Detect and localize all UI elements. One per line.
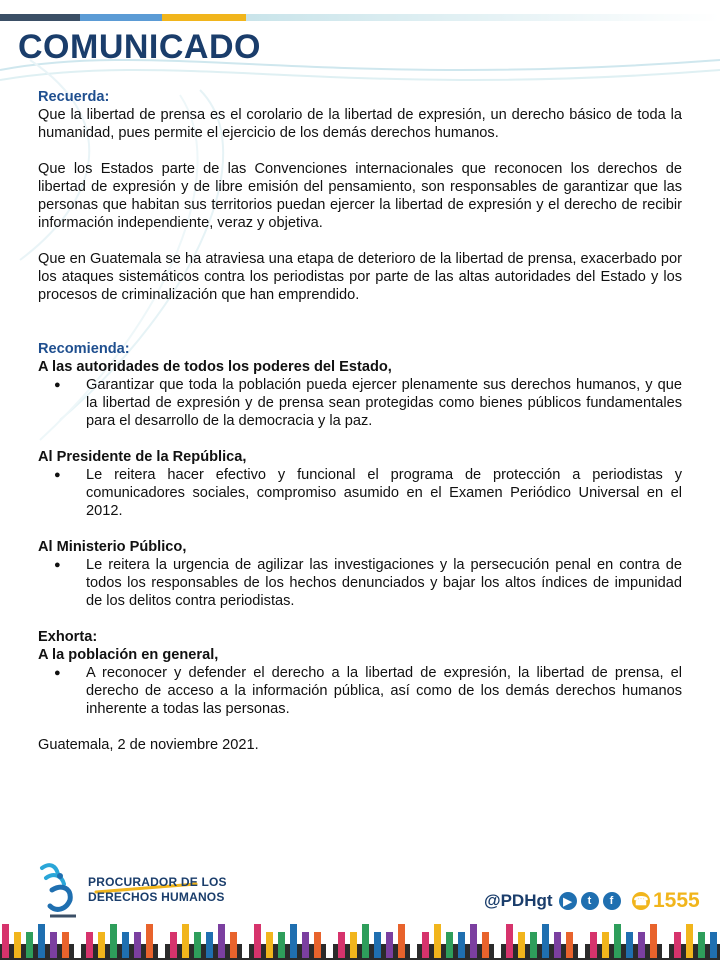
list-item: ● Le reitera la urgencia de agilizar las investigaciones y la persecución penal en contra de todos los responsables de los hechos denunciados y bajar los altos índices de impunidad de los delitos contra periodistas.	[38, 556, 682, 610]
exhorta-list	[38, 664, 682, 718]
recuerda-paragraph: Que los Estados parte de las Convenciones internacionales que reconocen los derechos de libertad de expresión y de libre emisión del pensamiento, son responsables de garantizar que las personas que habitan sus territorios puedan ejercer la libertad de expresión y el derecho de recibir información independiente, veraz y objetiva.	[38, 161, 682, 231]
phone-contact[interactable]	[632, 889, 700, 913]
list-item: ● Garantizar que toda la población pueda ejercer plenamente sus derechos humanos, y que la libertad de expresión y de prensa sean protegidas como bienes públicos fundamentales para el desarrollo de la democracia y la paz.	[38, 376, 682, 430]
logo-text	[88, 875, 227, 905]
recommendation-list	[38, 556, 682, 610]
twitter-icon[interactable]: t	[581, 892, 599, 910]
recomienda-heading: Recomienda:	[38, 341, 130, 357]
list-item: ● Le reitera hacer efectivo y funcional el programa de protección a periodistas y comunicadores sociales, compromiso asumido en el Examen Periódico Universal en el 2012.	[38, 466, 682, 520]
list-item: ● A reconocer y defender el derecho a la libertad de expresión, la libertad de prensa, el derecho de acceso a la información pública, así como de los demás derechos humanos inherente a todas las personas.	[38, 664, 682, 718]
recommendation-list	[38, 376, 682, 430]
recuerda-heading: Recuerda:	[38, 89, 110, 105]
recommendation-list	[38, 466, 682, 520]
recommendation-target: A las autoridades de todos los poderes del Estado,	[38, 359, 392, 375]
exhorta-heading: Exhorta:	[38, 629, 98, 645]
page-title: COMUNICADO	[18, 28, 261, 66]
phone-icon: ☎	[633, 894, 649, 908]
recommendation-target: Al Ministerio Público,	[38, 539, 187, 555]
textile-strip-decoration	[0, 922, 720, 960]
recuerda-paragraph: Que en Guatemala se ha atraviesa una etapa de deterioro de la libertad de prensa, exacerbado por los ataques sistemáticos contra los periodistas por parte de las altas autoridades del Estado y los procesos de criminalización que han emprendido.	[38, 251, 682, 303]
top-color-bars	[0, 14, 720, 21]
social-bar	[484, 890, 621, 912]
exhorta-target: A la población en general,	[38, 647, 219, 663]
facebook-icon[interactable]: f	[603, 892, 621, 910]
social-handle[interactable]: @PDHgt	[484, 891, 553, 910]
document-date: Guatemala, 2 de noviembre 2021.	[38, 737, 259, 753]
recommendation-target: Al Presidente de la República,	[38, 449, 247, 465]
document-body	[38, 88, 682, 754]
youtube-icon[interactable]: ▶	[559, 892, 577, 910]
recuerda-paragraph: Que la libertad de prensa es el corolario de la libertad de expresión, un derecho básico de toda la humanidad, pues permite el ejercicio de los demás derechos humanos.	[38, 107, 682, 141]
logo-line-1: PROCURADOR DE LOS	[88, 875, 227, 889]
logo-line-2: DERECHOS HUMANOS	[88, 890, 225, 904]
phone-number: 1555	[653, 889, 700, 912]
